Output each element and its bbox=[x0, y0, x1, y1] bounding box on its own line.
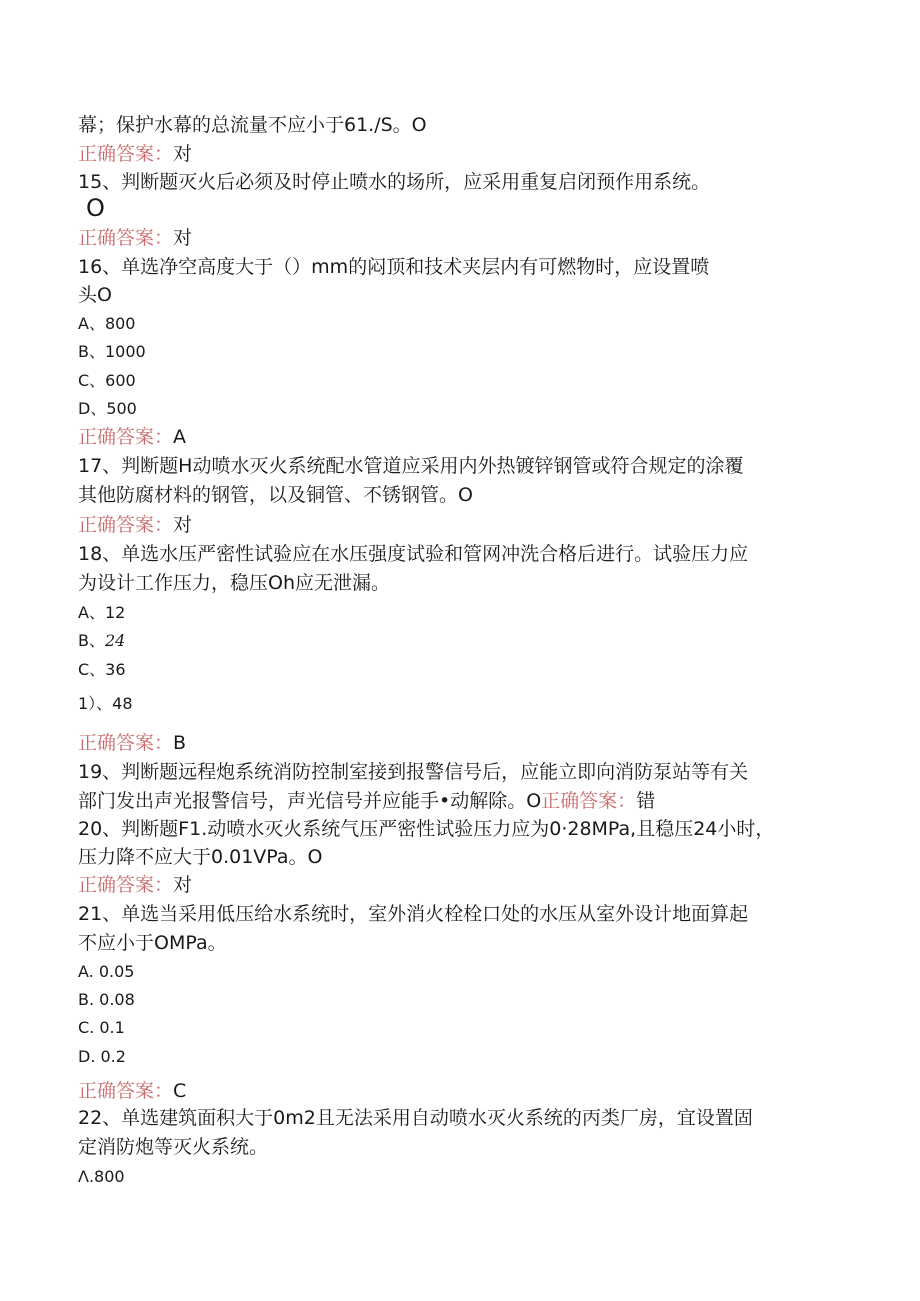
question-15-cont: O bbox=[86, 194, 105, 222]
question-22-cont: 定消防炮等灭火系统。 bbox=[78, 1136, 269, 1158]
option-b bbox=[78, 629, 125, 653]
question-22: 22、单选建筑面积大于0m2且无法采用自动喷水灭火系统的丙类厂房，宜设置固 bbox=[78, 1107, 753, 1129]
question-20: 20、判断题F1.动喷水灭火系统气压严密性试验压力应为0·28MPa,且稳压24小时， bbox=[78, 818, 775, 840]
question-17-cont: 其他防腐材料的钢管，以及铜管、不锈钢管。O bbox=[78, 484, 473, 506]
option-a: A、800 bbox=[78, 314, 136, 333]
answer-label: 正确答案： bbox=[78, 227, 174, 249]
option-c: C、600 bbox=[78, 371, 136, 390]
question-21-cont: 不应小于OMPa。 bbox=[78, 932, 227, 954]
answer-value: B bbox=[173, 732, 187, 754]
answer-value: 对 bbox=[173, 874, 193, 896]
answer-value: 对 bbox=[173, 143, 193, 165]
question-18: 18、单选水压严密性试验应在水压强度试验和管网冲洗合格后进行。试验压力应 bbox=[78, 543, 749, 565]
question-21: 21、单选当采用低压给水系统时，室外消火栓栓口处的水压从室外设计地面算起 bbox=[78, 903, 749, 925]
option-d: D. 0.2 bbox=[78, 1047, 126, 1066]
question-20-cont: 压力降不应大于0.01VPa。O bbox=[78, 846, 323, 868]
answer-q15 bbox=[78, 226, 192, 250]
option-a: A、12 bbox=[78, 603, 126, 622]
answer-value: 对 bbox=[173, 227, 193, 249]
answer-label: 正确答案： bbox=[78, 874, 174, 896]
option-a: A. 0.05 bbox=[78, 962, 135, 981]
answer-label: 正确答案： bbox=[78, 426, 174, 448]
question-16: 16、单选净空高度大于（）mm的闷顶和技术夹层内有可燃物时，应设置喷 bbox=[78, 256, 710, 278]
option-c: C、36 bbox=[78, 660, 126, 679]
option-d: D、500 bbox=[78, 399, 137, 418]
answer-label: 正确答案： bbox=[78, 732, 174, 754]
answer-label: 正确答案： bbox=[78, 1080, 174, 1102]
line-q14-cont: 幕；保护水幕的总流量不应小于61./S。O bbox=[78, 114, 427, 136]
answer-label: 正确答案： bbox=[78, 143, 174, 165]
question-18-cont: 为设计工作压力，稳压Oh应无泄漏。 bbox=[78, 572, 390, 594]
answer-value: 对 bbox=[173, 514, 193, 536]
option-a: Λ.800 bbox=[78, 1167, 125, 1186]
answer-label: 正确答案： bbox=[78, 514, 174, 536]
question-19: 19、判断题远程炮系统消防控制室接到报警信号后，应能立即向消防泵站等有关 bbox=[78, 761, 749, 783]
answer-q14 bbox=[78, 142, 192, 166]
answer-q21 bbox=[78, 1079, 186, 1103]
answer-value: C bbox=[173, 1080, 187, 1102]
answer-q20 bbox=[78, 873, 192, 897]
question-15: 15、判断题灭火后必须及时停止喷水的场所，应采用重复启闭预作用系统。 bbox=[78, 171, 711, 193]
question-17: 17、判断题H动喷水灭火系统配水管道应采用内外热镀锌钢管或符合规定的涂覆 bbox=[78, 455, 744, 477]
answer-q18 bbox=[78, 731, 186, 755]
answer-value: 错 bbox=[636, 790, 656, 812]
option-b-value: 24 bbox=[104, 631, 126, 650]
answer-q16 bbox=[78, 425, 186, 449]
option-b: B. 0.08 bbox=[78, 990, 135, 1009]
option-b-label: B、 bbox=[78, 631, 105, 650]
answer-value: A bbox=[173, 426, 187, 448]
option-b: B、1000 bbox=[78, 342, 146, 361]
question-19-text: 部门发出声光报警信号，声光信号并应能手•动解除。O bbox=[78, 790, 542, 812]
question-16-cont: 头O bbox=[78, 284, 112, 306]
answer-q17 bbox=[78, 513, 192, 537]
answer-label: 正确答案： bbox=[541, 790, 637, 812]
option-c: C. 0.1 bbox=[78, 1018, 125, 1037]
question-19-cont bbox=[78, 789, 655, 813]
option-d: 1）、48 bbox=[78, 694, 133, 713]
